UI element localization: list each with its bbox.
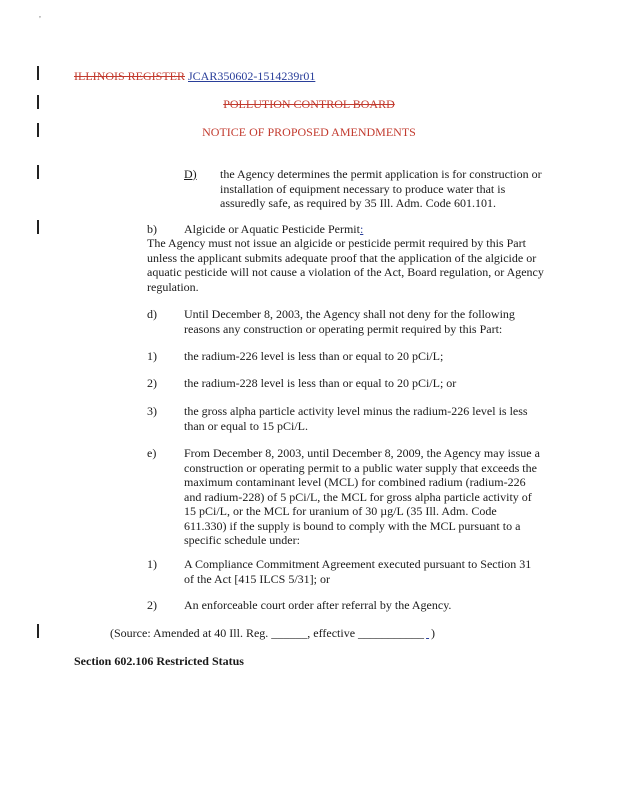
section-d-item-2-label: 2) <box>147 376 157 390</box>
notice-title: NOTICE OF PROPOSED AMENDMENTS <box>202 125 416 139</box>
section-e-item-2-text: An enforceable court order after referral by the Agency. <box>184 598 452 612</box>
section-b-heading-inserted: : <box>359 222 364 236</box>
item-d-text: the Agency determines the permit application is for construction or installation of equipment necessary to produce water that is assuredly safe, as required by 35 Ill. Adm. Code 601.101. <box>220 167 542 210</box>
section-e-item-1-text: A Compliance Commitment Agreement executed pursuant to Section 31 of the Act [415 ILCS 5/31]; or <box>184 557 532 586</box>
section-d-label: d) <box>147 307 157 321</box>
section-d-item-1-label: 1) <box>147 349 157 363</box>
register-struck-text: ILLINOIS REGISTER <box>74 69 185 83</box>
source-note-text: (Source: Amended at 40 Ill. Reg. ______, effective ___________ <box>110 626 425 640</box>
item-d-label <box>184 167 197 182</box>
revision-bar <box>37 220 39 234</box>
source-note-inserted <box>424 626 431 640</box>
section-d-text: Until December 8, 2003, the Agency shall not deny for the following reasons any construction or operating permit required by this Part: <box>184 307 515 336</box>
scan-mark: , <box>39 10 41 19</box>
section-heading: Section 602.106 Restricted Status <box>74 654 244 668</box>
source-note <box>110 626 435 641</box>
section-b-label: b) <box>147 222 157 236</box>
revision-bar <box>37 165 39 179</box>
register-line <box>74 69 315 84</box>
item-d-label-text: D) <box>184 167 197 181</box>
section-e-item-2-label: 2) <box>147 598 157 612</box>
section-e-label: e) <box>147 446 157 460</box>
section-d-item-1-text: the radium-226 level is less than or equal to 20 pCi/L; <box>184 349 444 363</box>
section-e-item-1-label: 1) <box>147 557 157 571</box>
section-d-item-3-text: the gross alpha particle activity level minus the radium-226 level is less than or equal to 15 pCi/L. <box>184 404 528 433</box>
section-d-item-3-label: 3) <box>147 404 157 418</box>
section-b-heading-text: Algicide or Aquatic Pesticide Permit <box>184 222 360 236</box>
revision-bar <box>37 66 39 80</box>
section-b-heading <box>184 222 363 237</box>
source-note-close: ) <box>431 626 436 640</box>
revision-bar <box>37 624 39 638</box>
section-d-item-2-text: the radium-228 level is less than or equal to 20 pCi/L; or <box>184 376 457 390</box>
section-b-body: The Agency must not issue an algicide or pesticide permit required by this Part unless the applicant submits adequate proof that the application of the algicide or aquatic pesticide will not cause a violation of the Act, Board regulation, or Agency regulation. <box>147 236 544 294</box>
section-e-text: From December 8, 2003, until December 8, 2009, the Agency may issue a construction or operating permit to a public water supply that exceeds the maximum contaminant level (MCL) for combined radium (radium-226 and radium-228) of 5 pCi/L, the MCL for gross alpha particle activity of 15 pCi/L, or the MCL for uranium of 30 µg/L (35 Ill. Adm. Code 611.330) if the supply is bound to comply with the MCL pursuant to a specific schedule under: <box>184 446 540 547</box>
board-title: POLLUTION CONTROL BOARD <box>223 97 395 111</box>
register-inserted-text: JCAR350602-1514239r01 <box>188 69 316 83</box>
